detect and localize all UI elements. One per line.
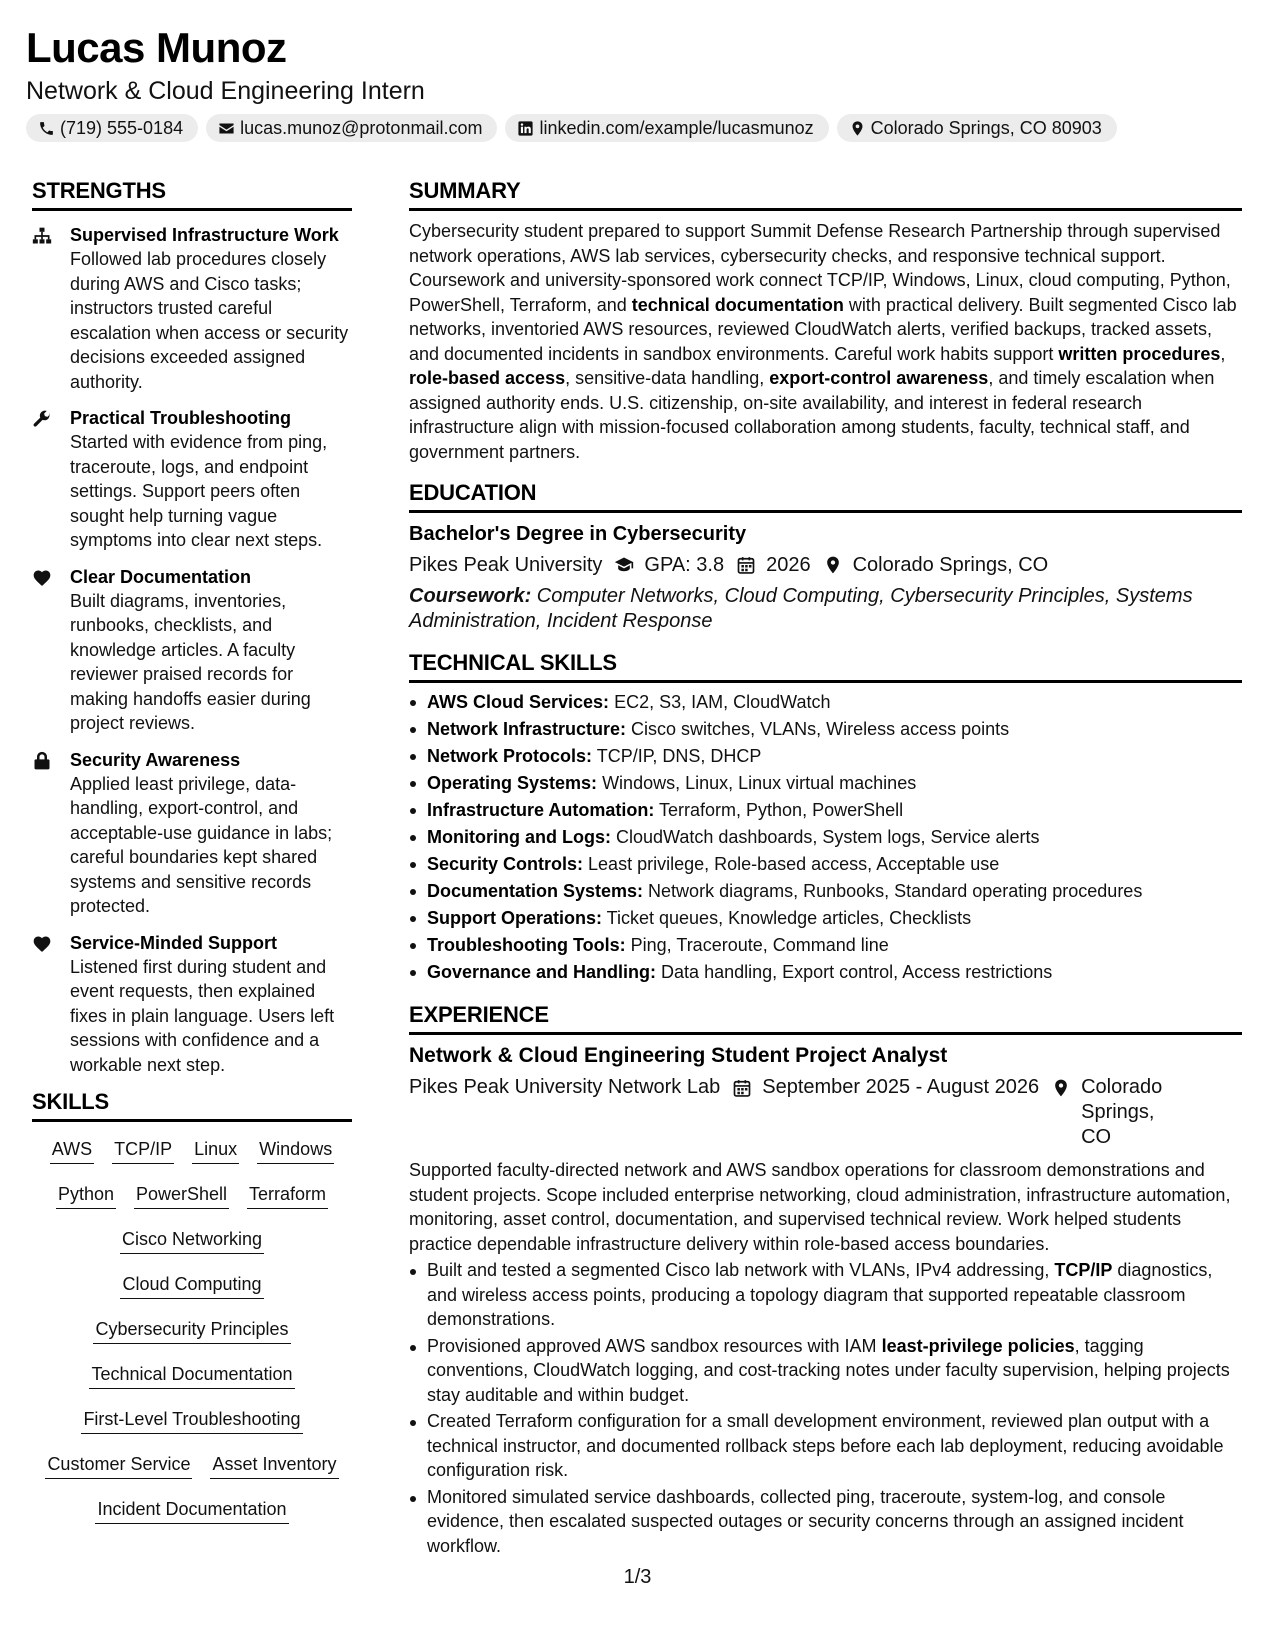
school-name: Pikes Peak University [409, 554, 603, 576]
skill-tag: Linux [192, 1138, 239, 1164]
strength-item [32, 406, 352, 553]
skill-row [32, 1308, 352, 1353]
contact-phone[interactable] [26, 114, 198, 142]
technical-skills-list [409, 689, 1242, 986]
skill-category: Troubleshooting Tools: [427, 935, 626, 955]
strength-item [32, 223, 352, 394]
list-item [409, 689, 1242, 716]
skill-row [32, 1218, 352, 1263]
envelope-icon [218, 120, 235, 137]
list-item [409, 824, 1242, 851]
skill-category: Governance and Handling: [427, 962, 657, 982]
strengths-list [32, 223, 352, 1077]
skill-row [32, 1443, 352, 1488]
candidate-name: Lucas Munoz [26, 24, 287, 71]
organization: Pikes Peak University Network Lab [409, 1076, 721, 1098]
coursework [409, 584, 1242, 634]
skill-tag: Python [56, 1183, 116, 1209]
gpa: GPA: 3.8 [644, 554, 725, 576]
lock-icon [32, 748, 70, 919]
technical-skills-section [409, 650, 1242, 986]
contact-location-text: Colorado Springs, CO 80903 [870, 117, 1102, 138]
skill-tag: Terraform [247, 1183, 328, 1209]
skill-category: Security Controls: [427, 854, 584, 874]
contact-location [837, 114, 1117, 142]
education-section [409, 480, 1242, 634]
summary-segment: Cybersecurity student prepared to support Summit Defense Research Partnership through supervised network operations, AWS lab services, cybersecurity checks, and responsive technical support. Coursework and university-sponsored work connect TCP/IP, Windows, Linux, cloud computing, Python, PowerShell, Terraform, and [409, 221, 1231, 315]
phone-icon [38, 120, 55, 137]
candidate-role: Network & Cloud Engineering Intern [26, 77, 425, 105]
skill-values: Windows, Linux, Linux virtual machines [597, 773, 917, 793]
page-number: 1/3 [623, 1566, 652, 1588]
skill-category: Documentation Systems: [427, 881, 644, 901]
strength-item [32, 565, 352, 736]
bullet-segment: diagnostics, and wireless access points, producing a topology diagram that supported repeatable classroom demonstrations. [427, 1260, 1213, 1329]
summary-emphasis: role-based access [409, 368, 566, 388]
contact-email-text: lucas.munoz@protonmail.com [240, 117, 483, 138]
skill-values: CloudWatch dashboards, System logs, Service alerts [610, 827, 1040, 847]
strength-title: Practical Troubleshooting [70, 408, 292, 428]
contact-bar [26, 114, 1226, 142]
education-heading: EDUCATION [409, 480, 1242, 513]
list-item [409, 743, 1242, 770]
skill-category: Support Operations: [427, 908, 602, 928]
skill-tag: Cloud Computing [120, 1273, 263, 1299]
education-meta [409, 550, 1242, 580]
skill-values: TCP/IP, DNS, DHCP [592, 746, 762, 766]
strength-description: Started with evidence from ping, traceroute, logs, and endpoint settings. Support peers often sought help turning vague symptoms into clear next steps. [70, 432, 328, 550]
graduation-cap-icon [614, 555, 634, 575]
summary-emphasis: export-control awareness [769, 368, 989, 388]
strength-item [32, 748, 352, 919]
map-pin-icon [1051, 1078, 1071, 1098]
skill-tag: Windows [257, 1138, 334, 1164]
summary-emphasis: written procedures [1058, 343, 1221, 364]
list-item [409, 797, 1242, 824]
skill-row [32, 1398, 352, 1443]
bullet-segment: Created Terraform configuration for a small development environment, reviewed plan output with a technical instructor, and documented rollback steps before each lab deployment, reducing avoidable configuration risk. [427, 1411, 1224, 1480]
skill-category: Monitoring and Logs: [427, 827, 611, 847]
bullet-segment: Built and tested a segmented Cisco lab network with VLANs, IPv4 addressing, [427, 1260, 1055, 1280]
summary-segment: , and timely escalation when assigned authority ends. U.S. citizenship, on-site availability, and interest in federal research infrastructure align with mission-focused collaboration among students, faculty, technical staff, and government partners. [409, 368, 1215, 462]
skill-category: Network Infrastructure: [427, 719, 627, 739]
skill-values: Data handling, Export control, Access restrictions [656, 962, 1053, 982]
skill-category: AWS Cloud Services: [427, 692, 610, 712]
bullet-emphasis: least-privilege policies [881, 1335, 1075, 1356]
job-dates: September 2025 - August 2026 [762, 1076, 1040, 1098]
list-item [409, 932, 1242, 959]
heart-icon [32, 565, 70, 736]
strength-title: Service-Minded Support [70, 932, 278, 953]
skill-row [32, 1353, 352, 1398]
skill-category: Operating Systems: [427, 773, 598, 793]
list-item [409, 1334, 1242, 1408]
skill-values: EC2, S3, IAM, CloudWatch [609, 692, 831, 712]
skill-tag: Customer Service [45, 1453, 192, 1479]
strength-description: Followed lab procedures closely during AWS and Cisco tasks; instructors trusted careful escalation when access or security decisions exceeded assigned authority. [70, 249, 349, 392]
experience-heading: EXPERIENCE [409, 1002, 1242, 1035]
skills-heading: SKILLS [32, 1089, 352, 1122]
strength-description: Built diagrams, inventories, runbooks, checklists, and knowledge articles. A faculty reviewer praised records for making handoffs easier during project reviews. [70, 590, 311, 733]
list-item [409, 1485, 1242, 1559]
job-meta [409, 1075, 1242, 1150]
skill-row [32, 1173, 352, 1218]
coursework-list: Computer Networks, Cloud Computing, Cybersecurity Principles, Systems Administration, Incident Response [409, 585, 1193, 632]
skill-values: Network diagrams, Runbooks, Standard operating procedures [643, 881, 1143, 901]
job-location: Colorado Springs, CO [1081, 1076, 1163, 1148]
contact-phone-text: (719) 555-0184 [60, 117, 184, 138]
bullet-segment: Provisioned approved AWS sandbox resources with IAM [427, 1335, 882, 1356]
calendar-icon [732, 1078, 752, 1098]
strength-title: Clear Documentation [70, 566, 252, 587]
resume-header [26, 24, 1226, 142]
summary-segment: , sensitive-data handling, [565, 368, 770, 388]
list-item [409, 770, 1242, 797]
linkedin-icon [517, 120, 534, 137]
technical-skills-heading: TECHNICAL SKILLS [409, 650, 1242, 683]
skill-tag: AWS [50, 1138, 94, 1164]
contact-email[interactable] [206, 114, 497, 142]
skill-row [32, 1128, 352, 1173]
job-bullets [409, 1258, 1242, 1558]
skills-section [32, 1089, 352, 1533]
heart-icon [32, 931, 70, 1078]
experience-section [409, 1002, 1242, 1558]
strength-title: Supervised Infrastructure Work [70, 225, 339, 245]
left-column [32, 178, 352, 1533]
skill-values: Least privilege, Role-based access, Acceptable use [583, 854, 1000, 874]
list-item [409, 716, 1242, 743]
contact-linkedin-text: linkedin.com/example/lucasmunoz [539, 117, 814, 138]
summary-section [409, 178, 1242, 464]
skill-values: Terraform, Python, PowerShell [654, 800, 904, 820]
skill-row [32, 1488, 352, 1533]
list-item [409, 878, 1242, 905]
skill-tag: Technical Documentation [89, 1363, 294, 1389]
school-location: Colorado Springs, CO [852, 554, 1049, 576]
list-item [409, 1258, 1242, 1332]
calendar-icon [736, 555, 756, 575]
right-column [409, 178, 1242, 1560]
map-pin-icon [849, 120, 866, 137]
skill-category: Network Protocols: [427, 746, 593, 766]
bullet-segment: Monitored simulated service dashboards, collected ping, traceroute, system-log, and console evidence, then escalated suspected outages or security concerns through an assigned incident workflow. [427, 1486, 1184, 1556]
network-hierarchy-icon [32, 223, 70, 394]
skill-tag: Incident Documentation [95, 1498, 288, 1524]
contact-linkedin[interactable] [505, 114, 828, 142]
bullet-segment: , tagging conventions, CloudWatch logging, and cost-tracking notes under faculty supervision, helping projects stay auditable and within budget. [427, 1335, 1230, 1405]
skill-tag: Cybersecurity Principles [93, 1318, 290, 1344]
degree-title: Bachelor's Degree in Cybersecurity [409, 523, 747, 545]
wrench-icon [32, 406, 70, 553]
skill-row [32, 1263, 352, 1308]
strengths-heading: STRENGTHS [32, 178, 352, 211]
graduation-year: 2026 [766, 554, 811, 576]
list-item [409, 851, 1242, 878]
skill-tag: TCP/IP [112, 1138, 174, 1164]
summary-text [409, 219, 1242, 464]
coursework-label: Coursework: [409, 585, 532, 607]
strength-title: Security Awareness [70, 749, 241, 770]
skill-values: Ping, Traceroute, Command line [625, 935, 889, 955]
skill-values: Cisco switches, VLANs, Wireless access points [626, 719, 1010, 739]
skill-tag: Asset Inventory [210, 1453, 338, 1479]
skill-tag: Cisco Networking [120, 1228, 264, 1254]
list-item [409, 959, 1242, 986]
summary-emphasis: technical documentation [631, 294, 844, 315]
summary-segment: , [1220, 343, 1226, 364]
skill-tag: First-Level Troubleshooting [81, 1408, 302, 1434]
job-title: Network & Cloud Engineering Student Project Analyst [409, 1044, 948, 1067]
summary-segment: with practical delivery. Built segmented Cisco lab networks, inventoried AWS resources, reviewed CloudWatch alerts, verified backups, tracked assets, and documented incidents in sandbox environments. Careful work habits support [409, 294, 1237, 364]
strength-description: Applied least privilege, data-handling, export-control, and acceptable-use guidance in labs; careful boundaries kept shared systems and sensitive records protected. [70, 773, 333, 916]
bullet-emphasis: TCP/IP [1054, 1260, 1113, 1280]
skill-values: Ticket queues, Knowledge articles, Checklists [602, 908, 972, 928]
list-item [409, 1409, 1242, 1483]
skill-tags [32, 1128, 352, 1533]
skill-tag: PowerShell [134, 1183, 229, 1209]
summary-heading: SUMMARY [409, 178, 1242, 211]
strength-description: Listened first during student and event requests, then explained fixes in plain language. Users left sessions with confidence and a workable next step. [70, 956, 335, 1075]
list-item [409, 905, 1242, 932]
job-description: Supported faculty-directed network and AWS sandbox operations for classroom demonstrations and student projects. Scope included enterprise networking, cloud administration, infrastructure automation, monitoring, asset control, documentation, and supervised technical review. Work helped students practice dependable infrastructure delivery within role-based access boundaries. [409, 1160, 1231, 1254]
map-pin-icon [823, 555, 843, 575]
skill-category: Infrastructure Automation: [427, 800, 655, 820]
strength-item [32, 931, 352, 1078]
